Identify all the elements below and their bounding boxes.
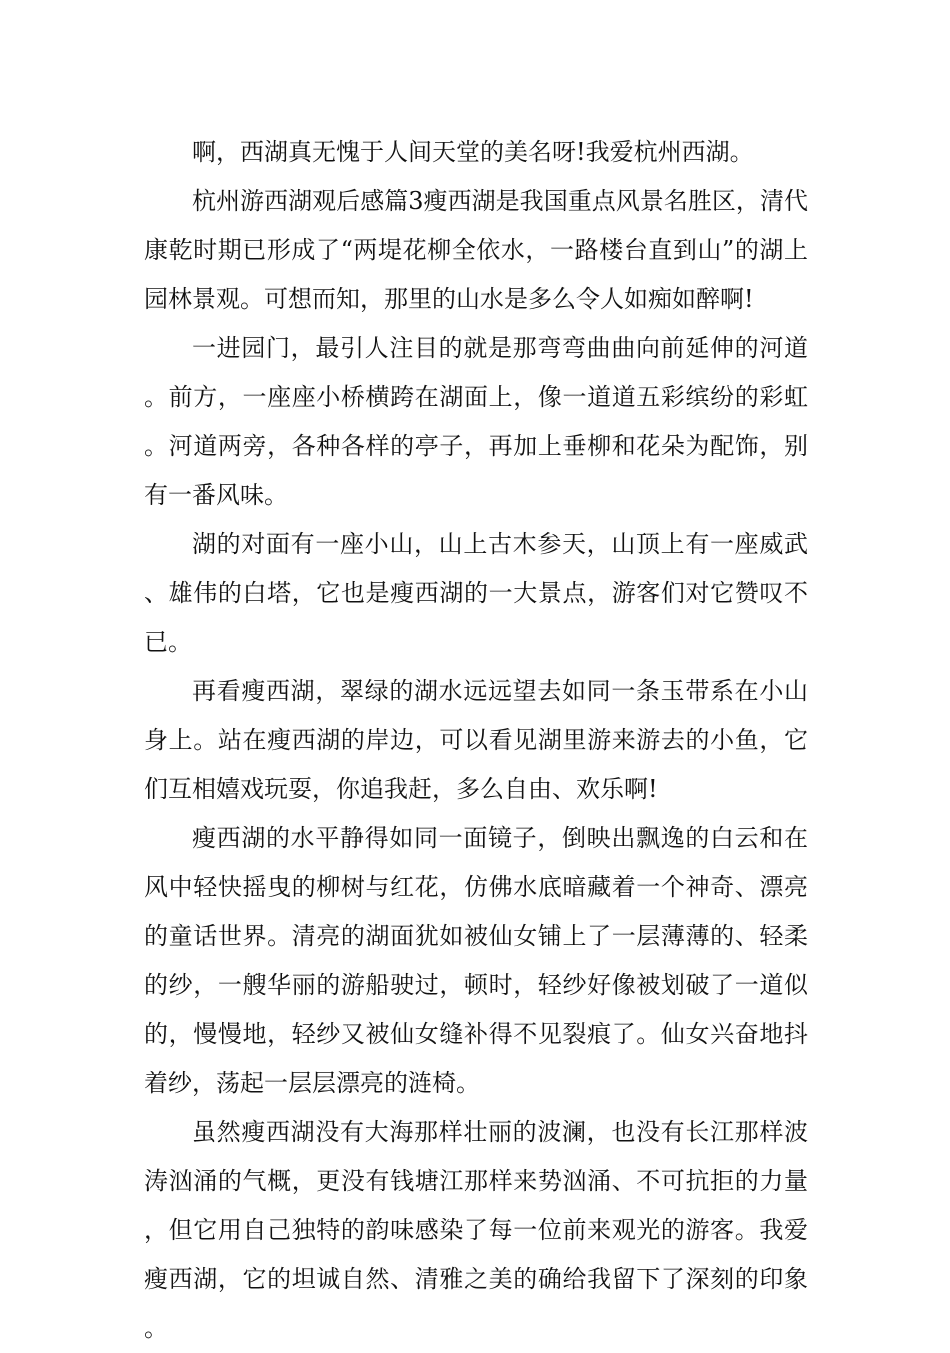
paragraph-4: 湖的对面有一座小山，山上古木参天，山顶上有一座威武、雄伟的白塔，它也是瘦西湖的一大景点，游客们对它赞叹不已。: [144, 530, 808, 656]
paragraph-6: 瘦西湖的水平静得如同一面镜子，倒映出飘逸的白云和在风中轻快摇曳的柳树与红花，仿佛水底暗藏着一个神奇、漂亮的童话世界。清亮的湖面犹如被仙女铺上了一层薄薄的、轻柔的纱，一艘华丽的游船驶过，顿时，轻纱好像被划破了一道似的，慢慢地，轻纱又被仙女缝补得不见裂痕了。仙女兴奋地抖着纱，荡起一层层漂亮的涟椅。: [144, 824, 808, 1097]
paragraph-7: 虽然瘦西湖没有大海那样壮丽的波澜，也没有长江那样波涛汹涌的气概，更没有钱塘江那样来势汹涌、不可抗拒的力量，但它用自己独特的韵味感染了每一位前来观光的游客。我爱瘦西湖，它的坦诚自然、清雅之美的确给我留下了深刻的印象。: [144, 1118, 808, 1342]
paragraph-2: 杭州游西湖观后感篇3瘦西湖是我国重点风景名胜区，清代康乾时期已形成了“两堤花柳全依水，一路楼台直到山”的湖上园林景观。可想而知，那里的山水是多么令人如痴如醉啊!: [144, 187, 808, 313]
paragraph-3: 一进园门，最引人注目的就是那弯弯曲曲向前延伸的河道。前方，一座座小桥横跨在湖面上，像一道道五彩缤纷的彩虹。河道两旁，各种各样的亭子，再加上垂柳和花朵为配饰，别有一番风味。: [144, 334, 808, 509]
paragraph-5: 再看瘦西湖，翠绿的湖水远远望去如同一条玉带系在小山身上。站在瘦西湖的岸边，可以看见湖里游来游去的小鱼，它们互相嬉戏玩耍，你追我赶，多么自由、欢乐啊!: [144, 677, 808, 803]
document-body: [144, 128, 808, 1353]
paragraph-1: 啊，西湖真无愧于人间天堂的美名呀!我爱杭州西湖。: [192, 138, 754, 166]
